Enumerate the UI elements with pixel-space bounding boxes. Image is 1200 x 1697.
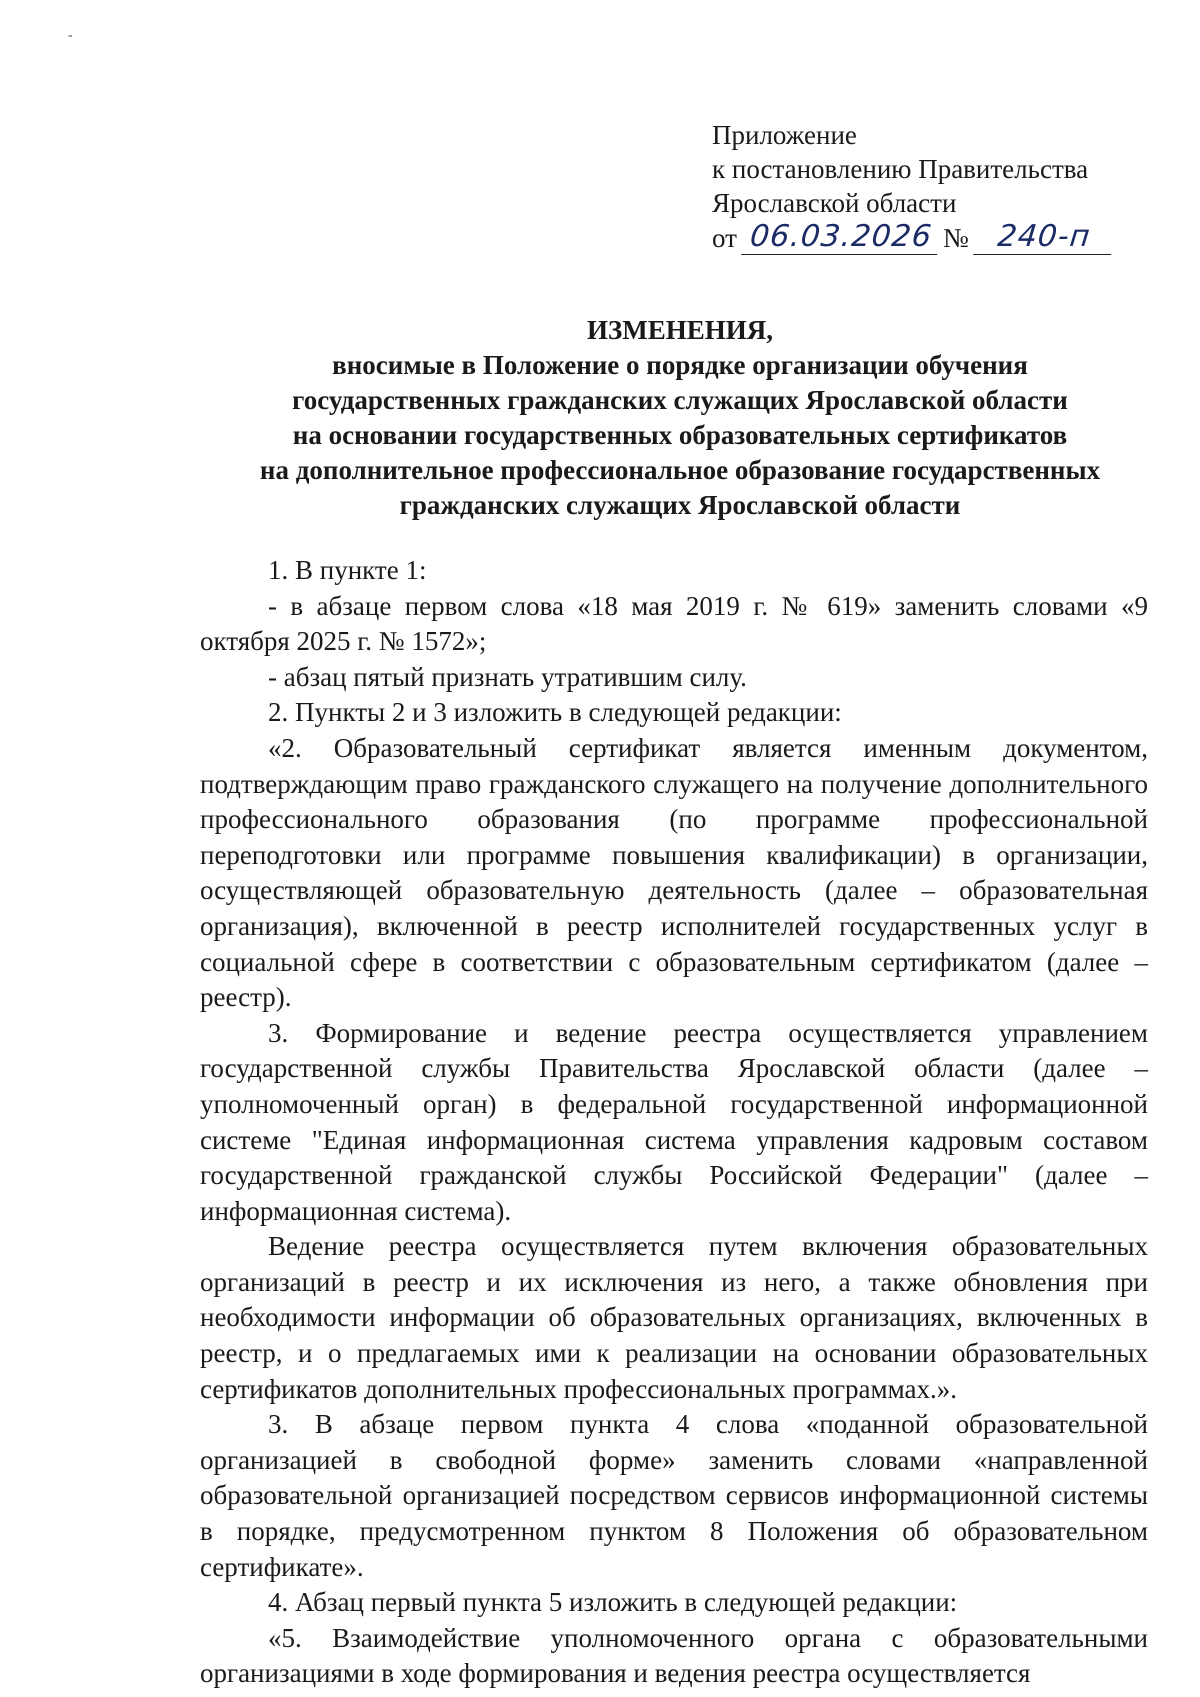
title-subline: вносимые в Положение о порядке организации обучения xyxy=(332,350,1028,380)
appendix-line-3: Ярославской области xyxy=(712,188,957,218)
paragraph: - в абзаце первом слова «18 мая 2019 г. № 619» заменить словами «9 октября 2025 г. № 1572»; xyxy=(200,590,1148,657)
paragraph: 1. В пункте 1: xyxy=(268,555,427,585)
title-heading: ИЗМЕНЕНИЯ, xyxy=(586,315,773,345)
paragraph: 3. В абзаце первом пункта 4 слова «поданной образовательной организацией в свободной форме» заменить словами «направленной образовательной организацией посредством сервисов информационной системы в порядке, предусмотренном пунктом 8 Положения об образовательном сертификате». xyxy=(200,1409,1148,1582)
appendix-line-1: Приложение xyxy=(712,120,857,150)
paragraph: 4. Абзац первый пункта 5 изложить в следующей редакции: xyxy=(268,1587,958,1618)
handwritten-number: 240-п xyxy=(973,220,1115,255)
paragraph: «2. Образовательный сертификат является именным документом, подтверждающим право гражданского служащего на получение дополнительного профессионального образования (по программе профессиональной переподготовки или программе повышения квалификации) в организации, осуществляющей образовательную деятельность (далее – образовательная организация), включенной в реестр исполнителей государственных услуг в социальной сфере в соответствии с образовательным сертификатом (далее – реестр). xyxy=(200,732,1148,1013)
document-body xyxy=(200,553,1148,1692)
appendix-line-2: к постановлению Правительства xyxy=(712,154,1089,184)
scan-mark: - xyxy=(68,28,73,43)
title-subline: государственных гражданских служащих Ярославской области xyxy=(292,385,1068,415)
appendix-date-line xyxy=(712,220,1113,255)
appendix-block xyxy=(712,118,1113,255)
paragraph: 2. Пункты 2 и 3 изложить в следующей редакции: xyxy=(268,697,842,728)
paragraph: - абзац пятый признать утратившим силу. xyxy=(268,661,747,692)
title-subline: гражданских служащих Ярославской области xyxy=(399,490,961,520)
title-subline: на дополнительное профессиональное образование государственных xyxy=(259,455,1101,485)
paragraph: Ведение реестра осуществляется путем включения образовательных организаций в реестр и их исключения из него, а также обновления при необходимости информации об образовательных организациях, включенных в реестр, и о предлагаемых ими к реализации на основании образовательных сертификатов дополнительных профессиональных программах.». xyxy=(200,1231,1148,1404)
from-label: от xyxy=(712,223,737,253)
document-title xyxy=(200,313,1160,523)
title-subline: на основании государственных образовательных сертификатов xyxy=(292,420,1068,450)
paragraph: «5. Взаимодействие уполномоченного органа с образовательными организациями в ходе формирования и ведения реестра осуществляется xyxy=(200,1622,1148,1689)
paragraph: 3. Формирование и ведение реестра осуществляется управлением государственной службы Правительства Ярославской области (далее – уполномоченный орган) в федеральной государственной информационной системе "Единая информационная система управления кадровым составом государственной гражданской службы Российской Федерации" (далее – информационная система). xyxy=(200,1017,1148,1226)
number-label: № xyxy=(942,223,969,253)
handwritten-date: 06.03.2026 xyxy=(741,220,941,255)
